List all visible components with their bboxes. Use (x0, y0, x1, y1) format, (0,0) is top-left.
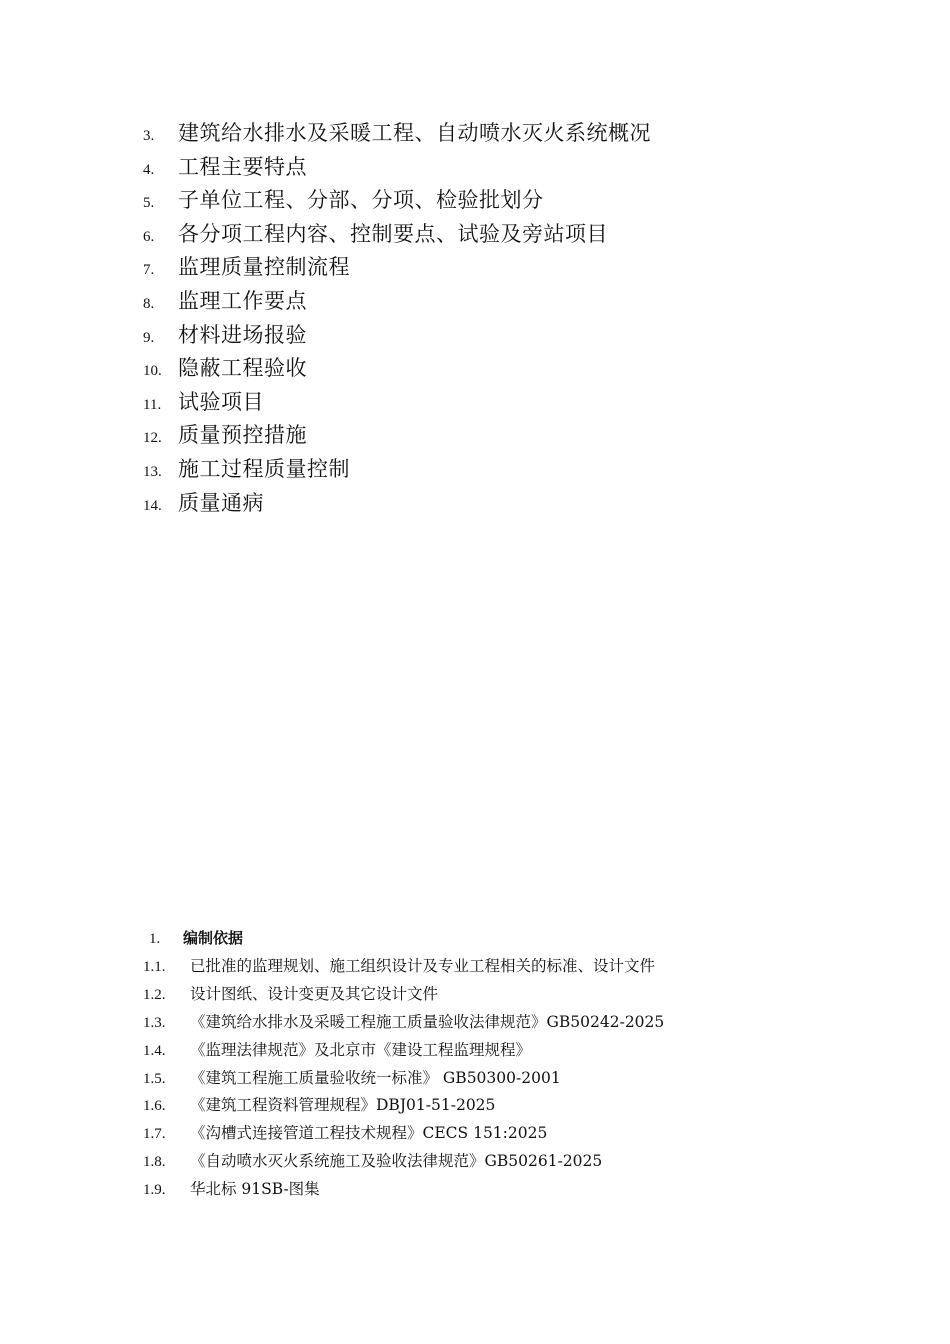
toc-item-number: 4. (143, 161, 155, 178)
toc-item-number: 8. (143, 295, 155, 312)
toc-item (143, 419, 843, 453)
toc-item-number: 9. (143, 329, 155, 346)
list-item (143, 1065, 843, 1093)
toc-item-number: 5. (143, 195, 155, 212)
item-number: 1.8. (143, 1154, 166, 1171)
toc-item-text: 建筑给水排水及采暖工程、自动喷水灭火系统概况 (178, 121, 651, 145)
toc-item-number: 13. (143, 463, 162, 480)
toc-item-text: 子单位工程、分部、分项、检验批划分 (178, 188, 544, 213)
item-text: 《自动喷水灭火系统施工及验收法律规范》GB50261-2025 (190, 1152, 603, 1171)
list-item (143, 1009, 843, 1037)
toc-item (143, 487, 843, 521)
toc-item-number: 11. (143, 396, 162, 413)
toc-item-number: 14. (143, 497, 162, 514)
item-number: 1.2. (143, 986, 166, 1003)
toc-item-number: 10. (143, 363, 162, 380)
item-number: 1.3. (143, 1014, 166, 1031)
list-item (143, 1176, 843, 1204)
toc-item (143, 117, 843, 151)
toc-item (143, 386, 843, 420)
toc-item (143, 285, 843, 319)
list-item (143, 1092, 843, 1120)
toc-item-text: 各分项工程内容、控制要点、试验及旁站项目 (178, 221, 608, 246)
toc-item-number: 12. (143, 430, 162, 447)
toc-item (143, 251, 843, 285)
toc-item-text: 隐蔽工程验收 (178, 356, 307, 381)
toc-item-text: 监理工作要点 (178, 288, 307, 313)
toc-item-text: 材料进场报验 (178, 322, 307, 347)
toc-item-text: 施工过程质量控制 (178, 456, 350, 481)
section-number: 1. (149, 931, 161, 947)
item-text: 设计图纸、设计变更及其它设计文件 (190, 984, 439, 1003)
item-text: 华北标 91SB-图集 (190, 1180, 320, 1199)
toc-item-text: 质量预控措施 (178, 423, 307, 448)
item-number: 1.9. (143, 1182, 166, 1199)
section-title: 编制依据 (183, 929, 244, 947)
list-item (143, 1037, 843, 1065)
item-text: 《沟槽式连接管道工程技术规程》CECS 151:2025 (190, 1124, 548, 1143)
toc-item-text: 质量通病 (178, 490, 264, 515)
toc-item (143, 151, 843, 185)
toc-item (143, 218, 843, 252)
item-text: 《建筑工程资料管理规程》DBJ01-51-2025 (190, 1096, 496, 1115)
item-number: 1.5. (143, 1070, 166, 1087)
list-item (143, 1120, 843, 1148)
list-item (143, 981, 843, 1009)
toc-item-text: 监理质量控制流程 (178, 255, 350, 280)
item-number: 1.6. (143, 1098, 166, 1115)
item-text: 《建筑给水排水及采暖工程施工质量验收法律规范》GB50242-2025 (190, 1012, 665, 1031)
reference-list (143, 953, 843, 1204)
item-text: 《监理法律规范》及北京市《建设工程监理规程》 (190, 1040, 532, 1059)
item-text: 已批准的监理规划、施工组织设计及专业工程相关的标准、设计文件 (190, 957, 656, 975)
toc-item-number: 6. (143, 228, 155, 245)
basis-section (143, 925, 843, 1204)
item-number: 1.4. (143, 1042, 166, 1059)
toc-item (143, 453, 843, 487)
item-number: 1.1. (143, 959, 166, 975)
table-of-contents (143, 117, 843, 520)
toc-item-number: 3. (143, 128, 155, 144)
toc-item (143, 319, 843, 353)
section-heading (143, 925, 843, 951)
toc-item-text: 工程主要特点 (178, 154, 307, 179)
toc-item (143, 184, 843, 218)
toc-item-text: 试验项目 (178, 389, 264, 414)
toc-item-number: 7. (143, 262, 155, 279)
item-number: 1.7. (143, 1126, 166, 1143)
list-item (143, 953, 843, 981)
list-item (143, 1148, 843, 1176)
toc-item (143, 352, 843, 386)
item-text: 《建筑工程施工质量验收统一标准》 GB50300-2001 (190, 1068, 561, 1087)
